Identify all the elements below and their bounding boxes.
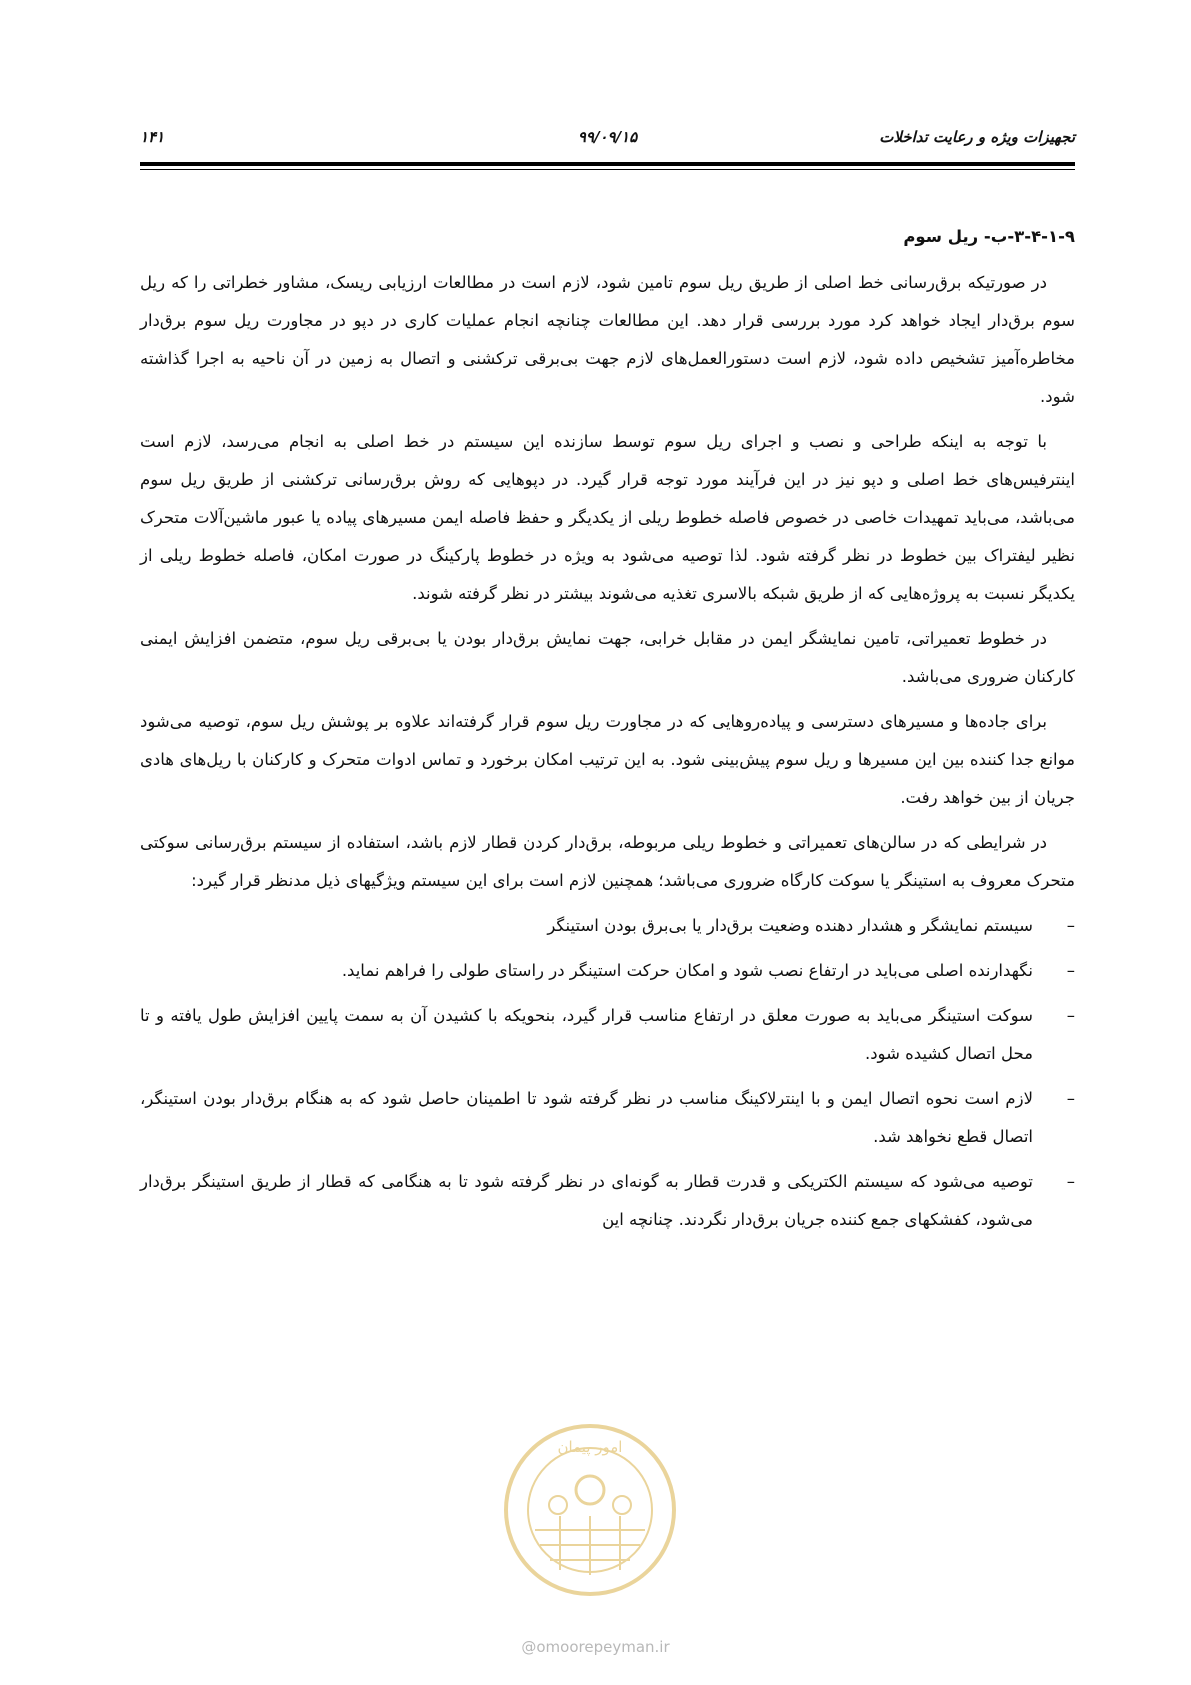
watermark-text: @omoorepeyman.ir <box>521 1638 670 1656</box>
list-item-text: نگهدارنده اصلی می‌باید در ارتفاع نصب شود و امکان حرکت استینگر در راستای طولی را فراهم نماید. <box>341 961 1033 980</box>
seal-text: امور پیمان <box>557 1438 623 1456</box>
list-item-text: سوکت استینگر می‌باید به صورت معلق در ارتفاع مناسب قرار گیرد، بنحویکه با کشیدن آن به سمت پایین افزایش طول یافته و تا محل اتصال کشیده شود. <box>140 1006 1033 1063</box>
section-heading: ۳-۴-۱-۹-ب- ریل سوم <box>903 227 1075 246</box>
paragraph: با توجه به اینکه طراحی و نصب و اجرای ریل سوم توسط سازنده این سیستم در خط اصلی به انجام می‌رسد، لازم است اینترفیس‌های خط اصلی و دپو نیز در این فرآیند مورد توجه قرار گیرد. در دپوهایی که روش برق‌رسانی ترکشنی از طریق ریل سوم می‌باشد، می‌باید تمهیدات خاصی در خصوص فاصله خطوط ریلی از یکدیگر و حفظ فاصله ایمن مسیرهای پیاده یا عبور ماشین‌آلات متحرک نظیر لیفتراک بین خطوط در نظر گرفته شود. لذا توصیه می‌شود به ویژه در خطوط پارکینگ در صورت امکان، فاصله خطوط ریلی از یکدیگر نسبت به پروژه‌هایی که از طریق شبکه بالاسری تغذیه می‌شوند بیشتر در نظر گرفته شوند. <box>140 432 1075 603</box>
bullet-list <box>140 907 1075 1239</box>
bullet-dash: – <box>1066 1089 1075 1108</box>
page-header <box>140 128 1075 154</box>
header-rule-thick <box>140 162 1075 166</box>
list-item <box>140 907 1075 945</box>
watermark-seal-icon <box>500 1420 680 1600</box>
header-title: تجهیزات ویژه و رعایت تداخلات <box>879 128 1075 146</box>
paragraph: در شرایطی که در سالن‌های تعمیراتی و خطوط ریلی مربوطه، برق‌دار کردن قطار لازم باشد، استفاده از سیستم برق‌رسانی سوکتی متحرک معروف به استینگر یا سوکت کارگاه ضروری می‌باشد؛ همچنین لازم است برای این سیستم ویژگیهای ذیل مدنظر قرار گیرد: <box>140 833 1075 890</box>
paragraph: در صورتیکه برق‌رسانی خط اصلی از طریق ریل سوم تامین شود، لازم است در مطالعات ارزیابی ریسک، مشاور خطراتی را که ریل سوم برق‌دار ایجاد خواهد کرد مورد بررسی قرار دهد. این مطالعات چنانچه انجام عملیات کاری در دپو در مجاورت ریل سوم برق‌دار مخاطره‌آمیز تشخیص داده شود، لازم است دستورالعمل‌های لازم جهت بی‌برقی ترکشنی و اتصال به زمین در آن ناحیه به اجرا گذاشته شود. <box>140 273 1075 406</box>
bullet-dash: – <box>1066 1172 1075 1191</box>
list-item-text: لازم است نحوه اتصال ایمن و با اینترلاکینگ مناسب در نظر گرفته شود تا اطمینان حاصل شود که به هنگام برق‌دار بودن استینگر، اتصال قطع نخواهد شد. <box>140 1089 1033 1146</box>
page-body <box>140 218 1075 1246</box>
header-date: ۹۹/۰۹/۱۵ <box>577 128 638 146</box>
header-rule-thin <box>140 169 1075 170</box>
list-item <box>140 1080 1075 1156</box>
bullet-dash: – <box>1066 916 1075 935</box>
list-item-text: توصیه می‌شود که سیستم الکتریکی و قدرت قطار به گونه‌ای در نظر گرفته شود تا به هنگامی که قطار از طریق استینگر برق‌دار می‌شود، کفشکهای جمع کننده جریان برق‌دار نگردند. چنانچه این <box>140 1172 1033 1229</box>
list-item <box>140 997 1075 1073</box>
list-item <box>140 1163 1075 1239</box>
paragraph: در خطوط تعمیراتی، تامین نمایشگر ایمن در مقابل خرابی، جهت نمایش برق‌دار بودن یا بی‌برقی ریل سوم، متضمن افزایش ایمنی کارکنان ضروری می‌باشد. <box>140 629 1075 686</box>
bullet-dash: – <box>1066 1006 1075 1025</box>
list-item-text: سیستم نمایشگر و هشدار دهنده وضعیت برق‌دار یا بی‌برق بودن استینگر <box>547 916 1033 935</box>
list-item <box>140 952 1075 990</box>
bullet-dash: – <box>1066 961 1075 980</box>
paragraph: برای جاده‌ها و مسیرهای دسترسی و پیاده‌روهایی که در مجاورت ریل سوم قرار گرفته‌اند علاوه بر پوشش ریل سوم، توصیه می‌شود موانع جدا کننده بین این مسیرها و ریل سوم پیش‌بینی شود. به این ترتیب امکان برخورد و تماس ادوات متحرک و کارکنان با ریل‌های هادی جریان از بین خواهد رفت. <box>140 712 1075 807</box>
page-number: ۱۴۱ <box>140 128 165 146</box>
